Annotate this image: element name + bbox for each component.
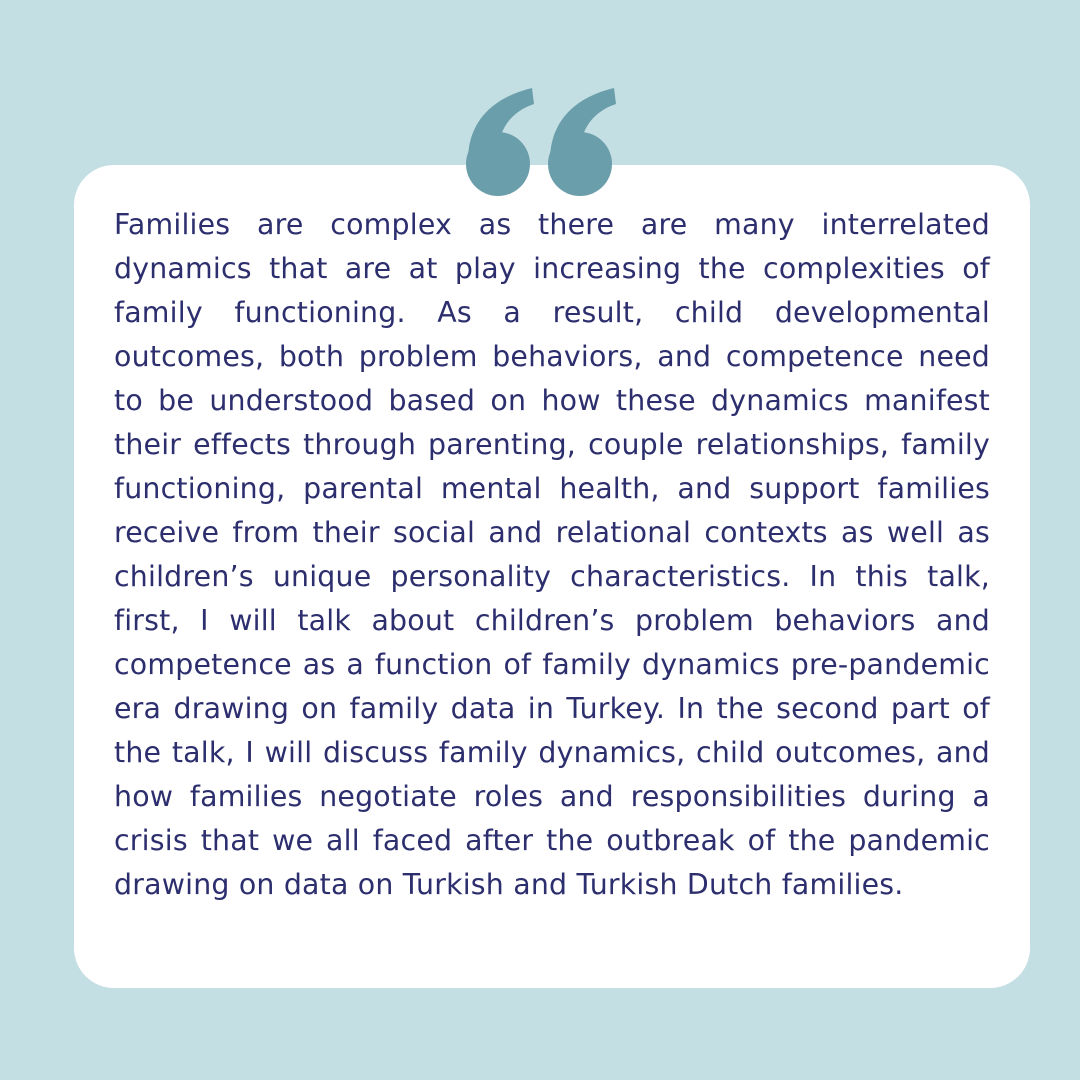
quotation-mark-icon [462, 86, 618, 196]
quote-text: Families are complex as there are many interrelated dynamics that are at play increasing the complexities of family functioning. As a result, child developmental outcomes, both problem behaviors, and competence need to be understood based on how these dynamics manifest their effects through parenting, couple relationships, family functioning, parental mental health, and support families receive from their social and relational contexts as well as children’s unique personality characteristics. In this talk, first, I will talk about children’s problem behaviors and competence as a function of family dynamics pre-pandemic era drawing on family data in Turkey. In the second part of the talk, I will discuss family dynamics, child outcomes, and how families negotiate roles and responsibilities during a crisis that we all faced after the outbreak of the pandemic drawing on data on Turkish and Turkish Dutch families. [114, 208, 990, 901]
